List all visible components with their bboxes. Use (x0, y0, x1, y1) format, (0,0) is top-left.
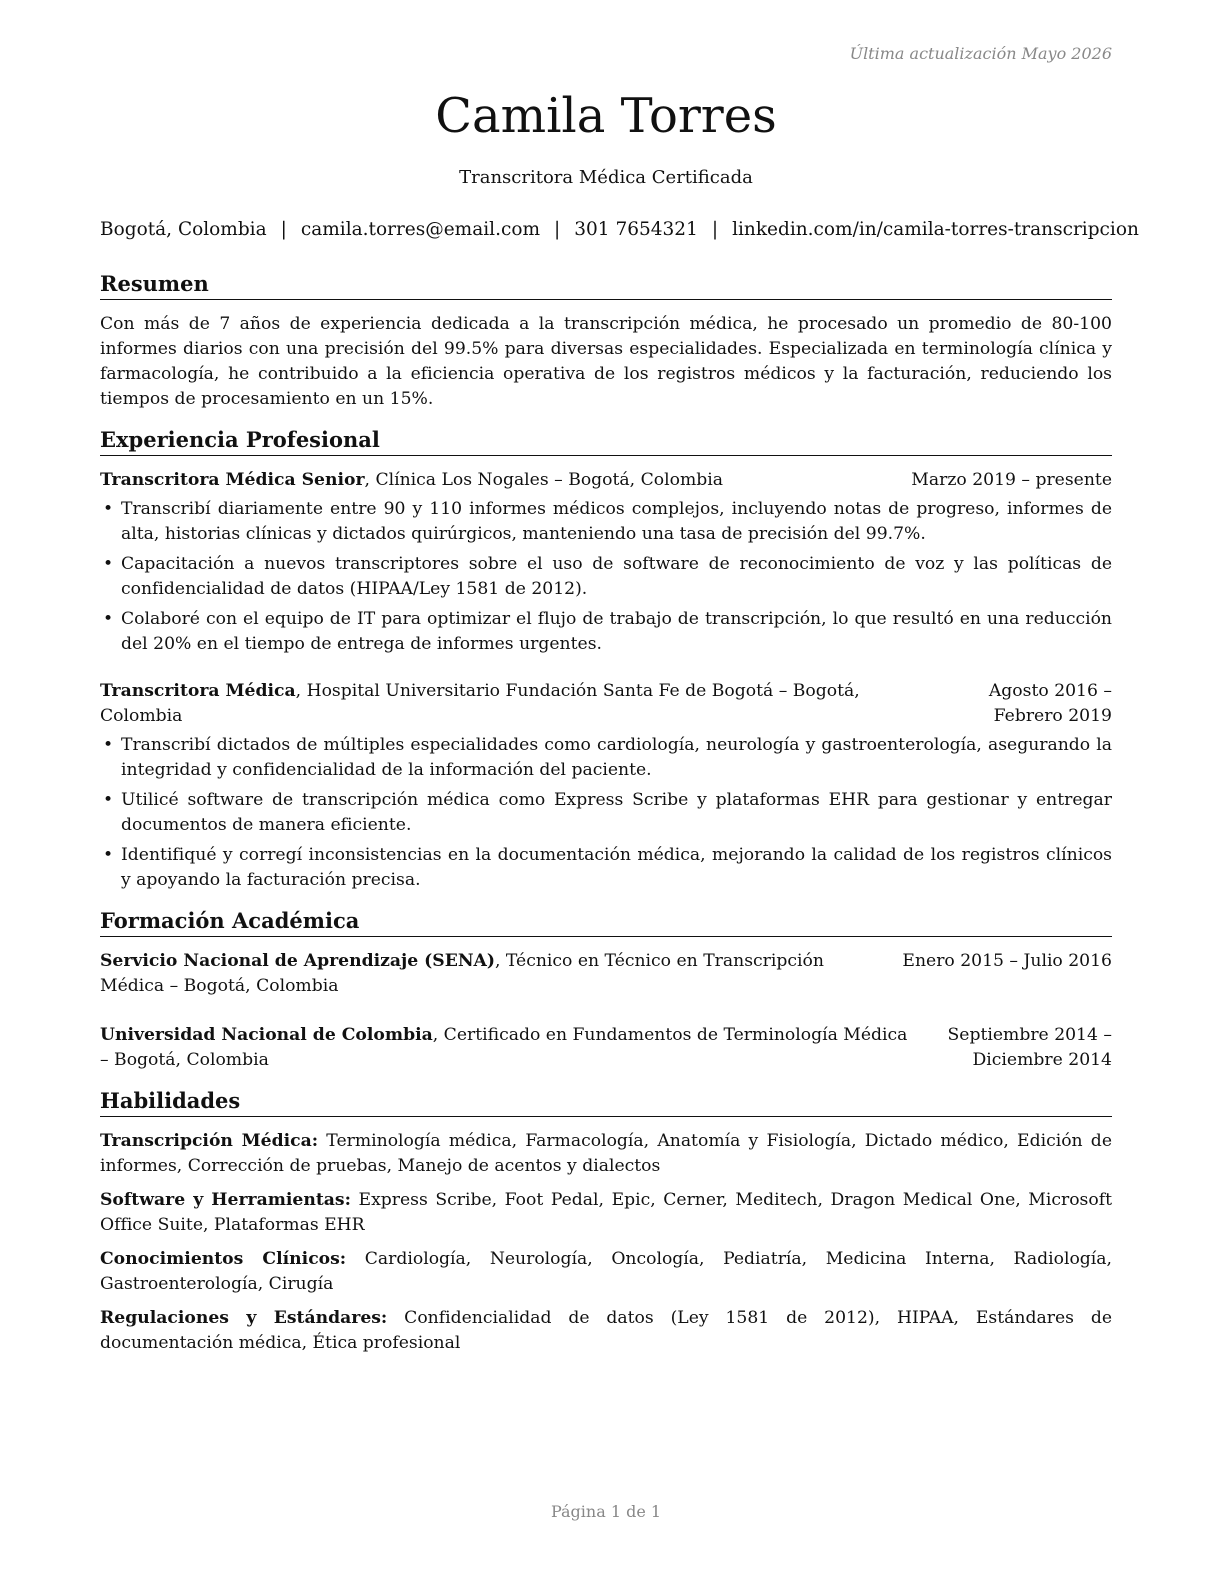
bullet-item (100, 788, 1112, 838)
job-role: Transcritora Médica (100, 681, 296, 701)
education-detail: , Técnico en Técnico en Transcripción Médica – Bogotá, Colombia (100, 951, 824, 996)
section-heading-skills: Habilidades (100, 1087, 1112, 1117)
skill-group (100, 1188, 1112, 1238)
section-heading-education: Formación Académica (100, 907, 1112, 937)
education-detail: , Certificado en Fundamentos de Terminología Médica – Bogotá, Colombia (100, 1025, 908, 1070)
contact-separator: | (711, 219, 719, 240)
candidate-name: Camila Torres (435, 88, 777, 144)
education-section (100, 907, 1112, 1073)
education-institution: Universidad Nacional de Colombia (100, 1025, 433, 1045)
education-header (100, 949, 1112, 999)
summary-text: Con más de 7 años de experiencia dedicada a la transcripción médica, he procesado un promedio de 80-100 informes diarios con una precisión del 99.5% para diversas especialidades. Especializada en terminología clínica y farmacología, he contribuido a la eficiencia operativa de los registros médicos y la facturación, reduciendo los tiempos de procesamiento en un 15%. (100, 314, 1112, 409)
education-institution: Servicio Nacional de Aprendizaje (SENA) (100, 951, 495, 971)
skill-group (100, 1306, 1112, 1356)
resume-content (100, 270, 1112, 1365)
candidate-title: Transcritora Médica Certificada (459, 167, 753, 188)
education-entry (100, 1023, 1112, 1073)
last-updated: Última actualización Mayo 2026 (849, 44, 1112, 63)
contact-phone: 301 7654321 (574, 219, 698, 240)
bullet-text: Utilicé software de transcripción médica como Express Scribe y plataformas EHR para gestionar y entregar documentos de manera eficiente. (121, 790, 1112, 835)
skill-label: Conocimientos Clínicos: (100, 1249, 347, 1269)
skill-group (100, 1129, 1112, 1179)
job-header (100, 468, 1112, 493)
experience-section (100, 426, 1112, 893)
job-entry (100, 468, 1112, 657)
bullet-item (100, 552, 1112, 602)
contact-separator: | (280, 219, 287, 240)
bullet-text: Capacitación a nuevos transcriptores sobre el uso de software de reconocimiento de voz y las políticas de confidencialidad de datos (HIPAA/Ley 1581 de 2012). (121, 554, 1112, 599)
skill-value: Confidencialidad de datos (Ley 1581 de 2012), HIPAA, Estándares de documentación médica, Ética profesional (100, 1308, 1112, 1353)
education-entry (100, 949, 1112, 999)
contact-separator: | (554, 219, 561, 240)
job-organization: , Hospital Universitario Fundación Santa Fe de Bogotá – Bogotá, Colombia (100, 681, 860, 726)
resume-page (100, 0, 1139, 1584)
job-title-line (100, 468, 899, 493)
job-bullets (100, 733, 1112, 893)
skill-group (100, 1247, 1112, 1297)
job-entry (100, 679, 1112, 893)
bullet-text: Transcribí diariamente entre 90 y 110 informes médicos complejos, incluyendo notas de progreso, informes de alta, historias clínicas y dictados quirúrgicos, manteniendo una tasa de precisión del 99.7%. (121, 499, 1112, 544)
job-title-line (100, 679, 910, 729)
skill-value: Cardiología, Neurología, Oncología, Pediatría, Medicina Interna, Radiología, Gastroenterología, Cirugía (100, 1249, 1113, 1294)
bullet-item (100, 607, 1112, 657)
section-heading-experience: Experiencia Profesional (100, 426, 1112, 456)
skill-label: Regulaciones y Estándares: (100, 1308, 388, 1328)
skills-section (100, 1087, 1112, 1356)
skill-value: Express Scribe, Foot Pedal, Epic, Cerner, Meditech, Dragon Medical One, Microsoft Office Suite, Plataformas EHR (100, 1190, 1112, 1235)
contact-location: Bogotá, Colombia (100, 219, 267, 240)
education-header (100, 1023, 1112, 1073)
bullet-item (100, 733, 1112, 783)
bullet-item (100, 843, 1112, 893)
contact-linkedin[interactable]: linkedin.com/in/camila-torres-transcripcion (732, 219, 1139, 240)
summary-section (100, 270, 1112, 412)
job-header (100, 679, 1112, 729)
section-heading-summary: Resumen (100, 270, 1112, 300)
bullet-dot-icon: • (103, 790, 114, 810)
skill-label: Software y Herramientas: (100, 1190, 351, 1210)
education-title-line (100, 1023, 910, 1073)
bullet-dot-icon: • (103, 554, 114, 574)
skill-label: Transcripción Médica: (100, 1131, 319, 1151)
bullet-dot-icon: • (103, 845, 114, 865)
education-dates: Septiembre 2014 – Diciembre 2014 (947, 1025, 1112, 1070)
bullet-dot-icon: • (103, 609, 114, 629)
job-bullets (100, 497, 1112, 657)
bullet-text: Colaboré con el equipo de IT para optimizar el flujo de trabajo de transcripción, lo que resultó en una reducción del 20% en el tiempo de entrega de informes urgentes. (121, 609, 1112, 654)
skill-value: Terminología médica, Farmacología, Anatomía y Fisiología, Dictado médico, Edición de informes, Corrección de pruebas, Manejo de acentos y dialectos (100, 1131, 1112, 1176)
job-dates: Agosto 2016 – Febrero 2019 (988, 681, 1112, 726)
bullet-text: Transcribí dictados de múltiples especialidades como cardiología, neurología y gastroenterología, asegurando la integridad y confidencialidad de la información del paciente. (121, 735, 1112, 780)
page-number: Página 1 de 1 (550, 1502, 662, 1521)
bullet-dot-icon: • (103, 499, 114, 519)
job-dates: Marzo 2019 – presente (911, 470, 1112, 490)
bullet-dot-icon: • (103, 735, 114, 755)
contact-line (100, 219, 1139, 240)
contact-email[interactable]: camila.torres@email.com (300, 219, 541, 240)
job-role: Transcritora Médica Senior (100, 470, 365, 490)
bullet-item (100, 497, 1112, 547)
education-title-line (100, 949, 890, 999)
bullet-text: Identifiqué y corregí inconsistencias en la documentación médica, mejorando la calidad de los registros clínicos y apoyando la facturación precisa. (121, 845, 1112, 890)
job-organization: , Clínica Los Nogales – Bogotá, Colombia (364, 470, 723, 490)
education-dates: Enero 2015 – Julio 2016 (902, 951, 1112, 971)
